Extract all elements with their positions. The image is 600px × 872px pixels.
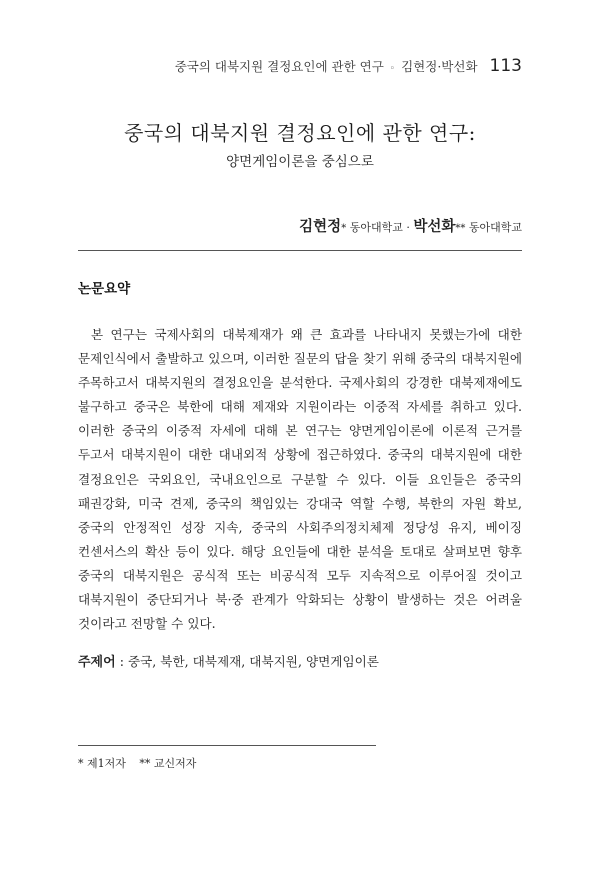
keywords	[78, 651, 522, 670]
author-mark: **	[455, 223, 466, 234]
running-head-title: 중국의 대북지원 결정요인에 관한 연구	[174, 59, 384, 74]
keywords-values: 중국, 북한, 대북제재, 대북지원, 양면게임이론	[127, 654, 379, 669]
footnote-mark: **	[139, 757, 151, 770]
keywords-separator: :	[115, 654, 128, 669]
abstract-body: 본 연구는 국제사회의 대북제재가 왜 큰 효과를 나타내지 못했는가에 대한 문제인식에서 출발하고 있으며, 이러한 질문의 답을 찾기 위해 중국의 대북지원에 주목하고서 대북지원의 결정요인을 분석한다. 국제사회의 강경한 대북제재에도 불구하고 중국은 북한에 대해 제재와 지원이라는 이중적 자세를 취하고 있다. 이러한 중국의 이중적 자세에 대해 본 연구는 양면게임이론에 이론적 근거를 두고서 대북지원이 대한 대내외적 상황에 접근하였다. 중국의 대북지원에 대한 결정요인은 국외요인, 국내요인으로 구분할 수 있다. 이들 요인들은 중국의 패권강화, 미국 견제, 중국의 책임있는 강대국 역할 수행, 북한의 자원 확보, 중국의 안정적인 성장 지속, 중국의 사회주의정치체제 정당성 유지, 베이징 컨센서스의 확산 등이 있다. 해당 요인들에 대한 분석을 토대로 살펴보면 향후 중국의 대북지원은 공식적 또는 비공식적 모두 지속적으로 이루어질 것이고 대북지원이 중단되거나 북·중 관계가 악화되는 상황이 발생하는 것은 어려울 것이라고 전망할 수 있다.	[78, 327, 522, 632]
paper-subtitle: 양면게임이론을 중심으로	[226, 154, 374, 170]
abstract-heading: 논문요약	[78, 281, 131, 297]
paper-title: 중국의 대북지원 결정요인에 관한 연구:	[124, 121, 476, 145]
author-affiliation: 동아대학교	[349, 221, 403, 234]
footnote-divider	[78, 745, 376, 746]
footnotes	[78, 755, 196, 771]
footnote-text: 교신저자	[153, 757, 197, 770]
author-name: 박선화	[413, 218, 456, 235]
keywords-label: 주제어	[78, 655, 116, 670]
footnote-mark: *	[78, 757, 84, 770]
running-head-authors: 김현정·박선화	[401, 59, 478, 74]
page-number: 113	[489, 56, 522, 76]
footnote-text: 제1저자	[87, 757, 126, 770]
running-head-separator: ◦	[389, 64, 396, 74]
author-affiliation: 동아대학교	[468, 221, 522, 234]
author-separator: ·	[402, 221, 414, 234]
author-line	[299, 215, 522, 236]
author-mark: *	[341, 223, 347, 234]
header-divider	[78, 250, 522, 251]
running-head	[175, 56, 522, 76]
author-name: 김현정	[299, 218, 342, 235]
